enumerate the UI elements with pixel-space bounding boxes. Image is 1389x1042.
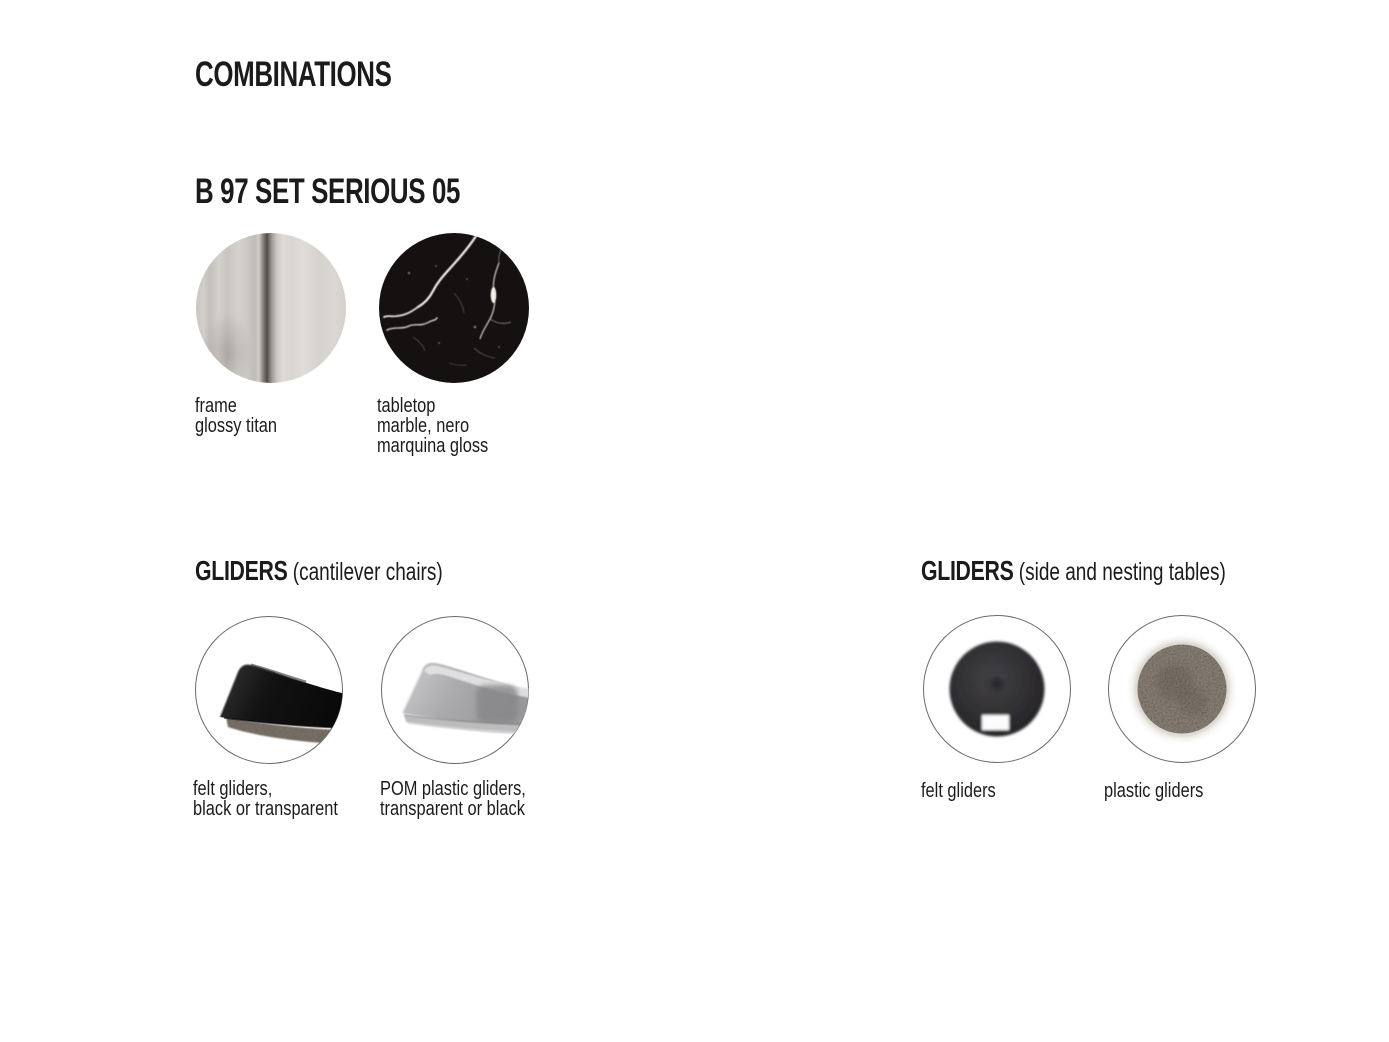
caption-line: felt gliders xyxy=(921,780,996,802)
set-title: B 97 SET SERIOUS 05 xyxy=(195,172,461,211)
section-subtitle-text: (side and nesting tables) xyxy=(1018,558,1226,586)
pom-glider-caption xyxy=(380,779,526,819)
felt-glider-disc-caption xyxy=(921,781,996,801)
section-title-text: GLIDERS xyxy=(195,555,288,586)
swatch-caption-tabletop xyxy=(377,396,488,456)
caption-line: transparent or black xyxy=(380,798,525,820)
section-title-text: GLIDERS xyxy=(921,555,1014,586)
gliders-chairs-title xyxy=(195,557,443,585)
caption-line: tabletop xyxy=(377,395,436,417)
gliders-tables-title xyxy=(921,557,1226,585)
caption-line: plastic gliders xyxy=(1104,780,1204,802)
caption-line: glossy titan xyxy=(195,415,278,437)
caption-line: frame xyxy=(195,395,237,417)
caption-line: POM plastic gliders, xyxy=(380,778,526,800)
pom-plastic-glider-photo-icon xyxy=(380,615,530,765)
glossy-titan-swatch-icon xyxy=(196,233,346,383)
felt-glider-caption xyxy=(193,779,338,819)
swatch-caption-frame xyxy=(195,396,277,436)
page-title: COMBINATIONS xyxy=(195,55,392,94)
felt-glider-disc-photo-icon xyxy=(922,614,1072,764)
caption-line: felt gliders, xyxy=(193,778,273,800)
caption-line: marquina gloss xyxy=(377,435,489,457)
felt-glider-photo-icon xyxy=(194,615,344,765)
plastic-glider-disc-photo-icon xyxy=(1107,614,1257,764)
plastic-glider-disc-caption xyxy=(1104,781,1203,801)
caption-line: marble, nero xyxy=(377,415,470,437)
section-subtitle-text: (cantilever chairs) xyxy=(292,558,443,586)
nero-marquina-marble-swatch-icon xyxy=(379,233,529,383)
caption-line: black or transparent xyxy=(193,798,338,820)
